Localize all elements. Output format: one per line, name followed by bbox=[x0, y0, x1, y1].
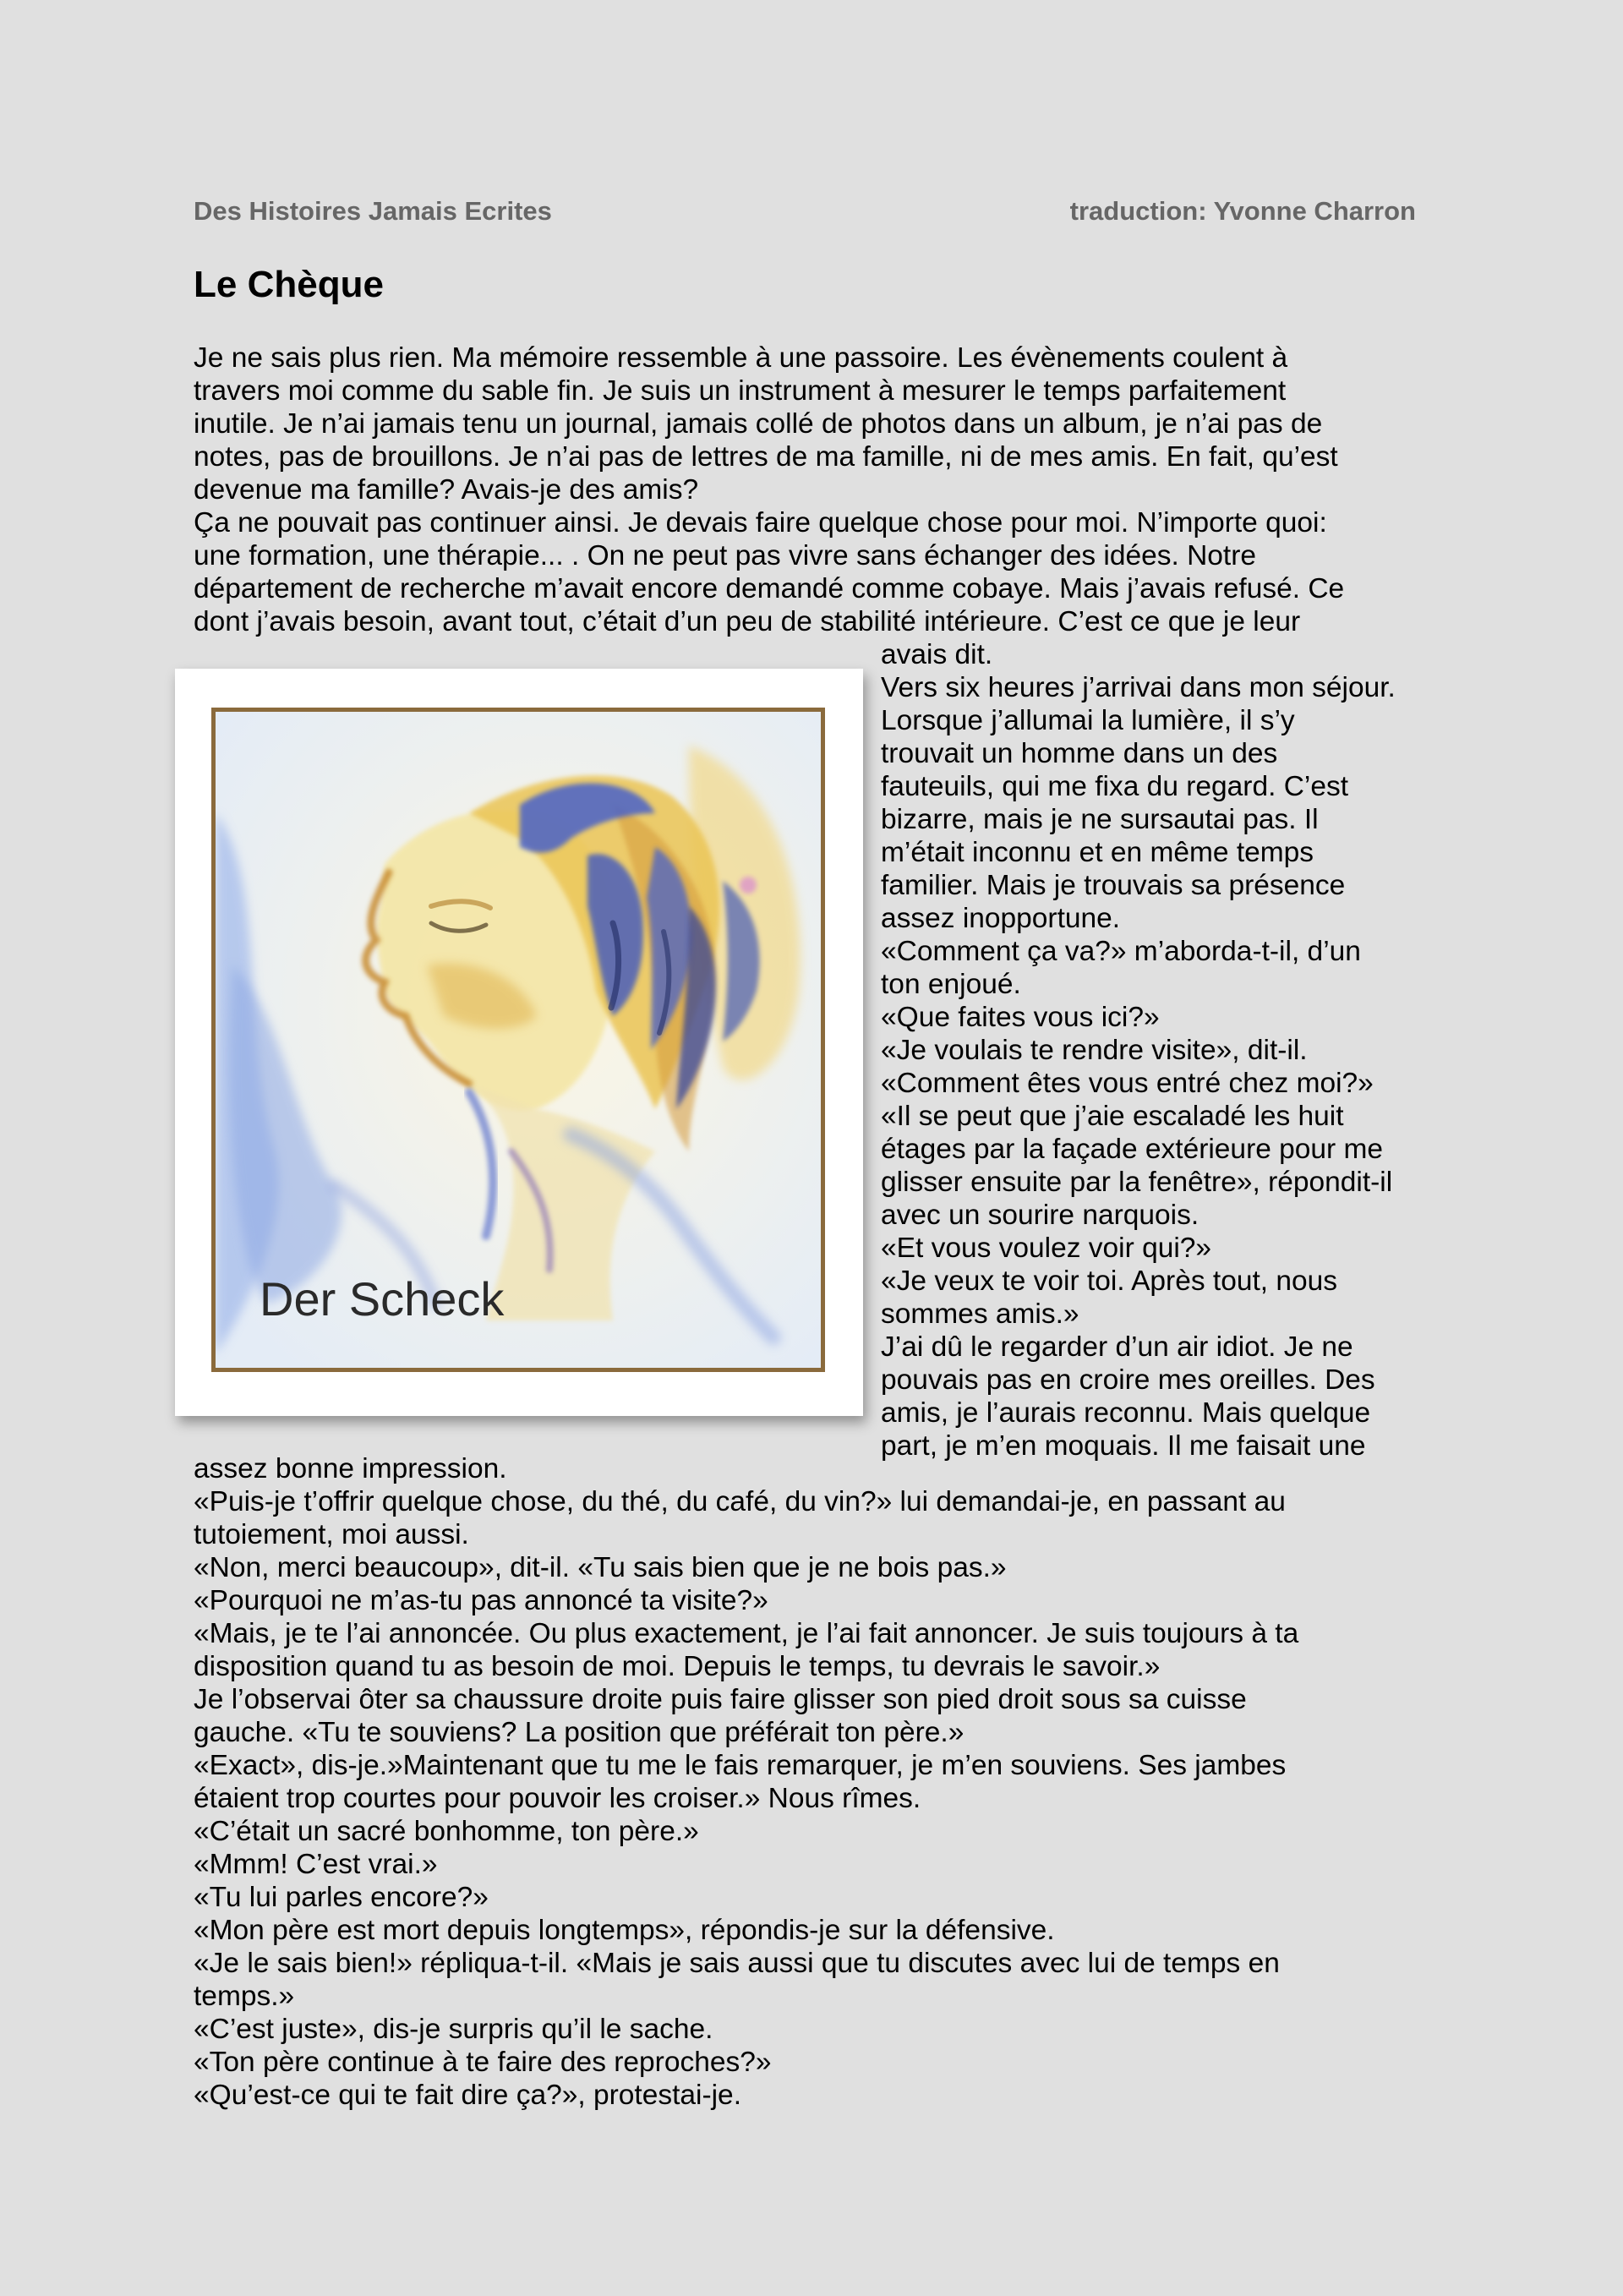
text-line: «Je le sais bien!» répliqua-t-il. «Mais je sais aussi que tu discutes avec lui de temps en bbox=[194, 1948, 1280, 1979]
text-line: amis, je l’aurais reconnu. Mais quelque bbox=[881, 1397, 1371, 1429]
text-line: pouvais pas en croire mes oreilles. Des bbox=[881, 1364, 1375, 1396]
text-line: «C’est juste», dis-je surpris qu’il le sache. bbox=[194, 2014, 713, 2045]
text-line: «Pourquoi ne m’as-tu pas annoncé ta visite?» bbox=[194, 1585, 768, 1616]
text-line: disposition quand tu as besoin de moi. Depuis le temps, tu devrais le savoir.» bbox=[194, 1651, 1161, 1682]
text-line: étages par la façade extérieure pour me bbox=[881, 1134, 1384, 1165]
text-line: «Non, merci beaucoup», dit-il. «Tu sais bien que je ne bois pas.» bbox=[194, 1552, 1007, 1583]
text-line: «Comment êtes vous entré chez moi?» bbox=[881, 1068, 1374, 1099]
text-line: tutoiement, moi aussi. bbox=[194, 1519, 469, 1550]
artist-signature-mark bbox=[706, 1304, 825, 1372]
text-line: familier. Mais je trouvais sa présence bbox=[881, 870, 1346, 901]
text-line: «Il se peut que j’aie escaladé les huit bbox=[881, 1101, 1344, 1132]
text-line: Je l’observai ôter sa chaussure droite puis faire glisser son pied droit sous sa cuisse bbox=[194, 1684, 1247, 1715]
text-line: J’ai dû le regarder d’un air idiot. Je ne bbox=[881, 1331, 1353, 1363]
text-line: gauche. «Tu te souviens? La position que préférait ton père.» bbox=[194, 1717, 965, 1748]
watercolor-portrait-drawing bbox=[216, 712, 821, 1368]
text-line: «Que faites vous ici?» bbox=[881, 1002, 1160, 1033]
text-line: département de recherche m’avait encore demandé comme cobaye. Mais j’avais refusé. Ce bbox=[194, 573, 1345, 604]
text-line: trouvait un homme dans un des bbox=[881, 738, 1278, 769]
text-line: «Ton père continue à te faire des reproches?» bbox=[194, 2047, 772, 2078]
text-line: travers moi comme du sable fin. Je suis un instrument à mesurer le temps parfaitement bbox=[194, 375, 1287, 407]
watercolor-portrait-illustration bbox=[211, 708, 825, 1372]
text-line: «Qu’est-ce qui te fait dire ça?», protestai-je. bbox=[194, 2080, 741, 2111]
text-line: «Puis-je t’offrir quelque chose, du thé, du café, du vin?» lui demandai-je, en passant au bbox=[194, 1486, 1286, 1517]
text-line: «Comment ça va?» m’aborda-t-il, d’un bbox=[881, 936, 1361, 967]
running-header-book-title: Des Histoires Jamais Ecrites bbox=[194, 196, 552, 226]
illustration-caption: Der Scheck bbox=[260, 1272, 505, 1326]
text-line: Vers six heures j’arrivai dans mon séjour. bbox=[881, 672, 1396, 703]
text-line: sommes amis.» bbox=[881, 1298, 1079, 1330]
text-line: notes, pas de brouillons. Je n’ai pas de lettres de ma famille, ni de mes amis. En fait, qu’est bbox=[194, 441, 1338, 473]
text-line: avec un sourire narquois. bbox=[881, 1200, 1199, 1231]
text-line: «Mais, je te l’ai annoncée. Ou plus exactement, je l’ai fait annoncer. Je suis toujours à ta bbox=[194, 1618, 1299, 1649]
illustration-frame bbox=[175, 669, 863, 1416]
text-line: assez inopportune. bbox=[881, 903, 1121, 934]
text-line: «Et vous voulez voir qui?» bbox=[881, 1233, 1212, 1264]
running-header-translator: traduction: Yvonne Charron bbox=[1069, 196, 1416, 226]
text-line: «Mmm! C’est vrai.» bbox=[194, 1849, 438, 1880]
text-line: Ça ne pouvait pas continuer ainsi. Je devais faire quelque chose pour moi. N’importe quoi: bbox=[194, 507, 1327, 538]
text-line: étaient trop courtes pour pouvoir les croiser.» Nous rîmes. bbox=[194, 1783, 921, 1814]
text-line: bizarre, mais je ne sursautai pas. Il bbox=[881, 804, 1319, 835]
text-line: «Je voulais te rendre visite», dit-il. bbox=[881, 1035, 1308, 1066]
text-line: fauteuils, qui me fixa du regard. C’est bbox=[881, 771, 1349, 802]
story-title: Le Chèque bbox=[194, 264, 384, 305]
text-line: «C’était un sacré bonhomme, ton père.» bbox=[194, 1816, 699, 1847]
text-line: part, je m’en moquais. Il me faisait une bbox=[881, 1430, 1366, 1462]
text-line: devenue ma famille? Avais-je des amis? bbox=[194, 474, 699, 506]
text-line: assez bonne impression. bbox=[194, 1453, 507, 1484]
text-line: avais dit. bbox=[881, 639, 993, 670]
text-line: «Tu lui parles encore?» bbox=[194, 1882, 489, 1913]
text-line: dont j’avais besoin, avant tout, c’était d’un peu de stabilité intérieure. C’est ce que je leur bbox=[194, 606, 1301, 637]
text-line: «Mon père est mort depuis longtemps», répondis-je sur la défensive. bbox=[194, 1915, 1055, 1946]
text-line: Je ne sais plus rien. Ma mémoire ressemble à une passoire. Les évènements coulent à bbox=[194, 342, 1288, 374]
text-line: «Exact», dis-je.»Maintenant que tu me le fais remarquer, je m’en souviens. Ses jambes bbox=[194, 1750, 1287, 1781]
text-line: temps.» bbox=[194, 1981, 295, 2012]
text-line: «Je veux te voir toi. Après tout, nous bbox=[881, 1266, 1338, 1297]
text-line: glisser ensuite par la fenêtre», répondit-il bbox=[881, 1167, 1393, 1198]
text-line: inutile. Je n’ai jamais tenu un journal, jamais collé de photos dans un album, je n’ai pas de bbox=[194, 408, 1323, 440]
text-line: m’était inconnu et en même temps bbox=[881, 837, 1314, 868]
text-line: Lorsque j’allumai la lumière, il s’y bbox=[881, 705, 1295, 736]
text-line: une formation, une thérapie... . On ne peut pas vivre sans échanger des idées. Notre bbox=[194, 540, 1257, 571]
text-line: ton enjoué. bbox=[881, 969, 1021, 1000]
